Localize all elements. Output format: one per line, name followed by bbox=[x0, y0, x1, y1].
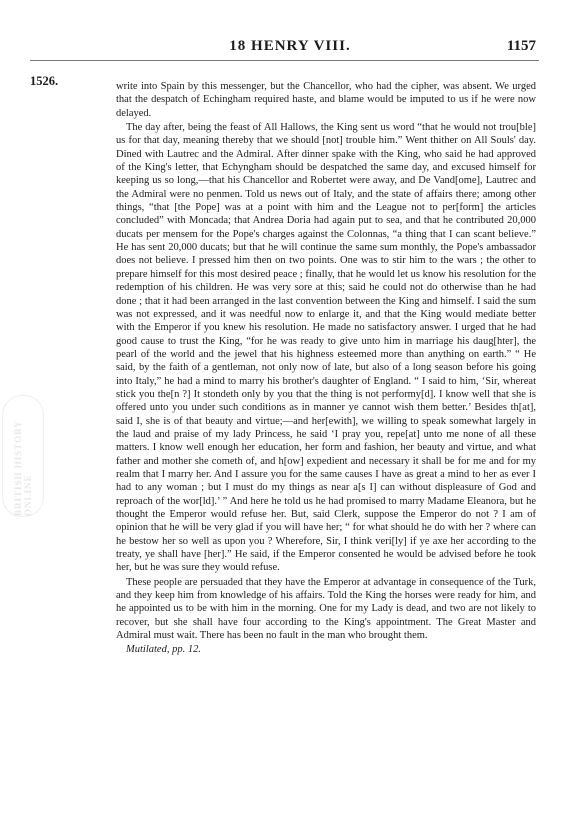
paragraph-closing: These people are persuaded that they have the Emperor at advantage in consequence of the Turk, and they keep him from knowledge of his affairs. Told the King the horses were ready for him, and he appointed us to be with him in the morning. One for my Lady is dead, and two are not likely to recover, but she shall have four according to the King's appointment. The Great Master and Admiral must wait. There has been no fault in the man who brought them. bbox=[116, 576, 536, 642]
paragraph-all-hallows: The day after, being the feast of All Hallows, the King sent us word “that he would not trou[ble] us for that day, meaning thereby that we should [not] trouble him.” Went thither on All Souls' day. Dined with Lautrec and the Admiral. After dinner spake with the King, who said he had approved of the King's letter, that Echyngham should be despatched the same day, and excused himself for keeping us so long,—that his Chancellor and Robertet were away, and De Vand[ome], Lautrec and the Admiral were no penmen. Told us news out of Italy, and the state of affairs there; among other things, “that [the Pope] was at a point with him and the League not to per[form] the articles concluded” with Moncada; that Andrea Doria had again put to sea, and that he contributed 20,000 ducats per mensem for the Pope's charges against the Colonnas, “a thing that I can scant believe.” He has sent 20,000 ducats; but that he will continue the same sum monthly, the Pope's ambassador does not believe. I pressed him then on two points. One was to stir him to the wars ; the other to prepare himself for this most desired peace ; finally, that he would let us know his resolution for the redemption of his children. He was very sore at this; said he could not do otherwise than he had done ; that it had been arranged in the last convention between the King and himself. I said the sum was not expressed, and it was needful now to enlarge it, and that the King would mediate better with the Emperor if you knew his resolution. He made no satisfactory answer. I urged that he had good cause to trust the King, “for he was ready to give unto him in marriage his daug[hter], the pearl of the world and the jewel that his highness esteemed more than anything on earth.” “ He said, by the faith of a gentleman, not only now of late, but also of a long season before his going into Italy,” he had a mind to marry his brother's daughter of England. “ I said to him, ‘Sir, whereat stick you the[n ?] It stondeth only by you that the thing is not performy[d]. I know well that she is offered unto you under such conditions as in manner ye cannot wish them better.’ Besides th[at], said I, she is of that beauty and virtue;—and her[ewith], we willing to speak somewhat largely in the laud and praise of my lady Princess, he said ‘I pray you, repe[at] unto me none of all these matters. I know well enough her education, her form and fashion, her beauty and virtue, and what father and mother she cometh of, and h[ow] expedient and necessary it shall be for me and for my realm that I marry her. And I assure you for the same causes I have as great a mind to her as ever I had to any woman ; but I must do my things as near a[s I] can without displeasure of God and reproach of the wor[ld].’ ” And here he told us he had promised to marry Madame Eleanora, but he thought the Emperor would refuse her. But, said Clerk, suppose the Emperor do not ? I am of opinion that he will be very glad if you will have her; “ for what should he do with her ? where can he bestow her so well as upon you ? Wherefore, Sir, I think veri[ly] if ye axe her according to the treaty, ye shall have [her].” He said, if the Emperor consented he would be advised before he took her, but he was sure they would refuse. bbox=[116, 122, 536, 574]
margin-year: 1526. bbox=[30, 74, 59, 88]
body-text bbox=[116, 80, 536, 657]
running-head-title: 18 HENRY VIII. bbox=[229, 38, 351, 54]
mutilated-note: Mutilated, pp. 12. bbox=[126, 644, 201, 656]
paragraph-continuation: write into Spain by this messenger, but the Chancellor, who had the cipher, was absent. We urged that the despatch of Echingham required haste, and blame would be imputed to us if he were now delayed. bbox=[116, 81, 536, 119]
header-rule bbox=[30, 60, 539, 61]
page-number: 1157 bbox=[506, 38, 536, 54]
watermark-stamp: BRITISH HISTORY ONLINE bbox=[2, 395, 44, 517]
